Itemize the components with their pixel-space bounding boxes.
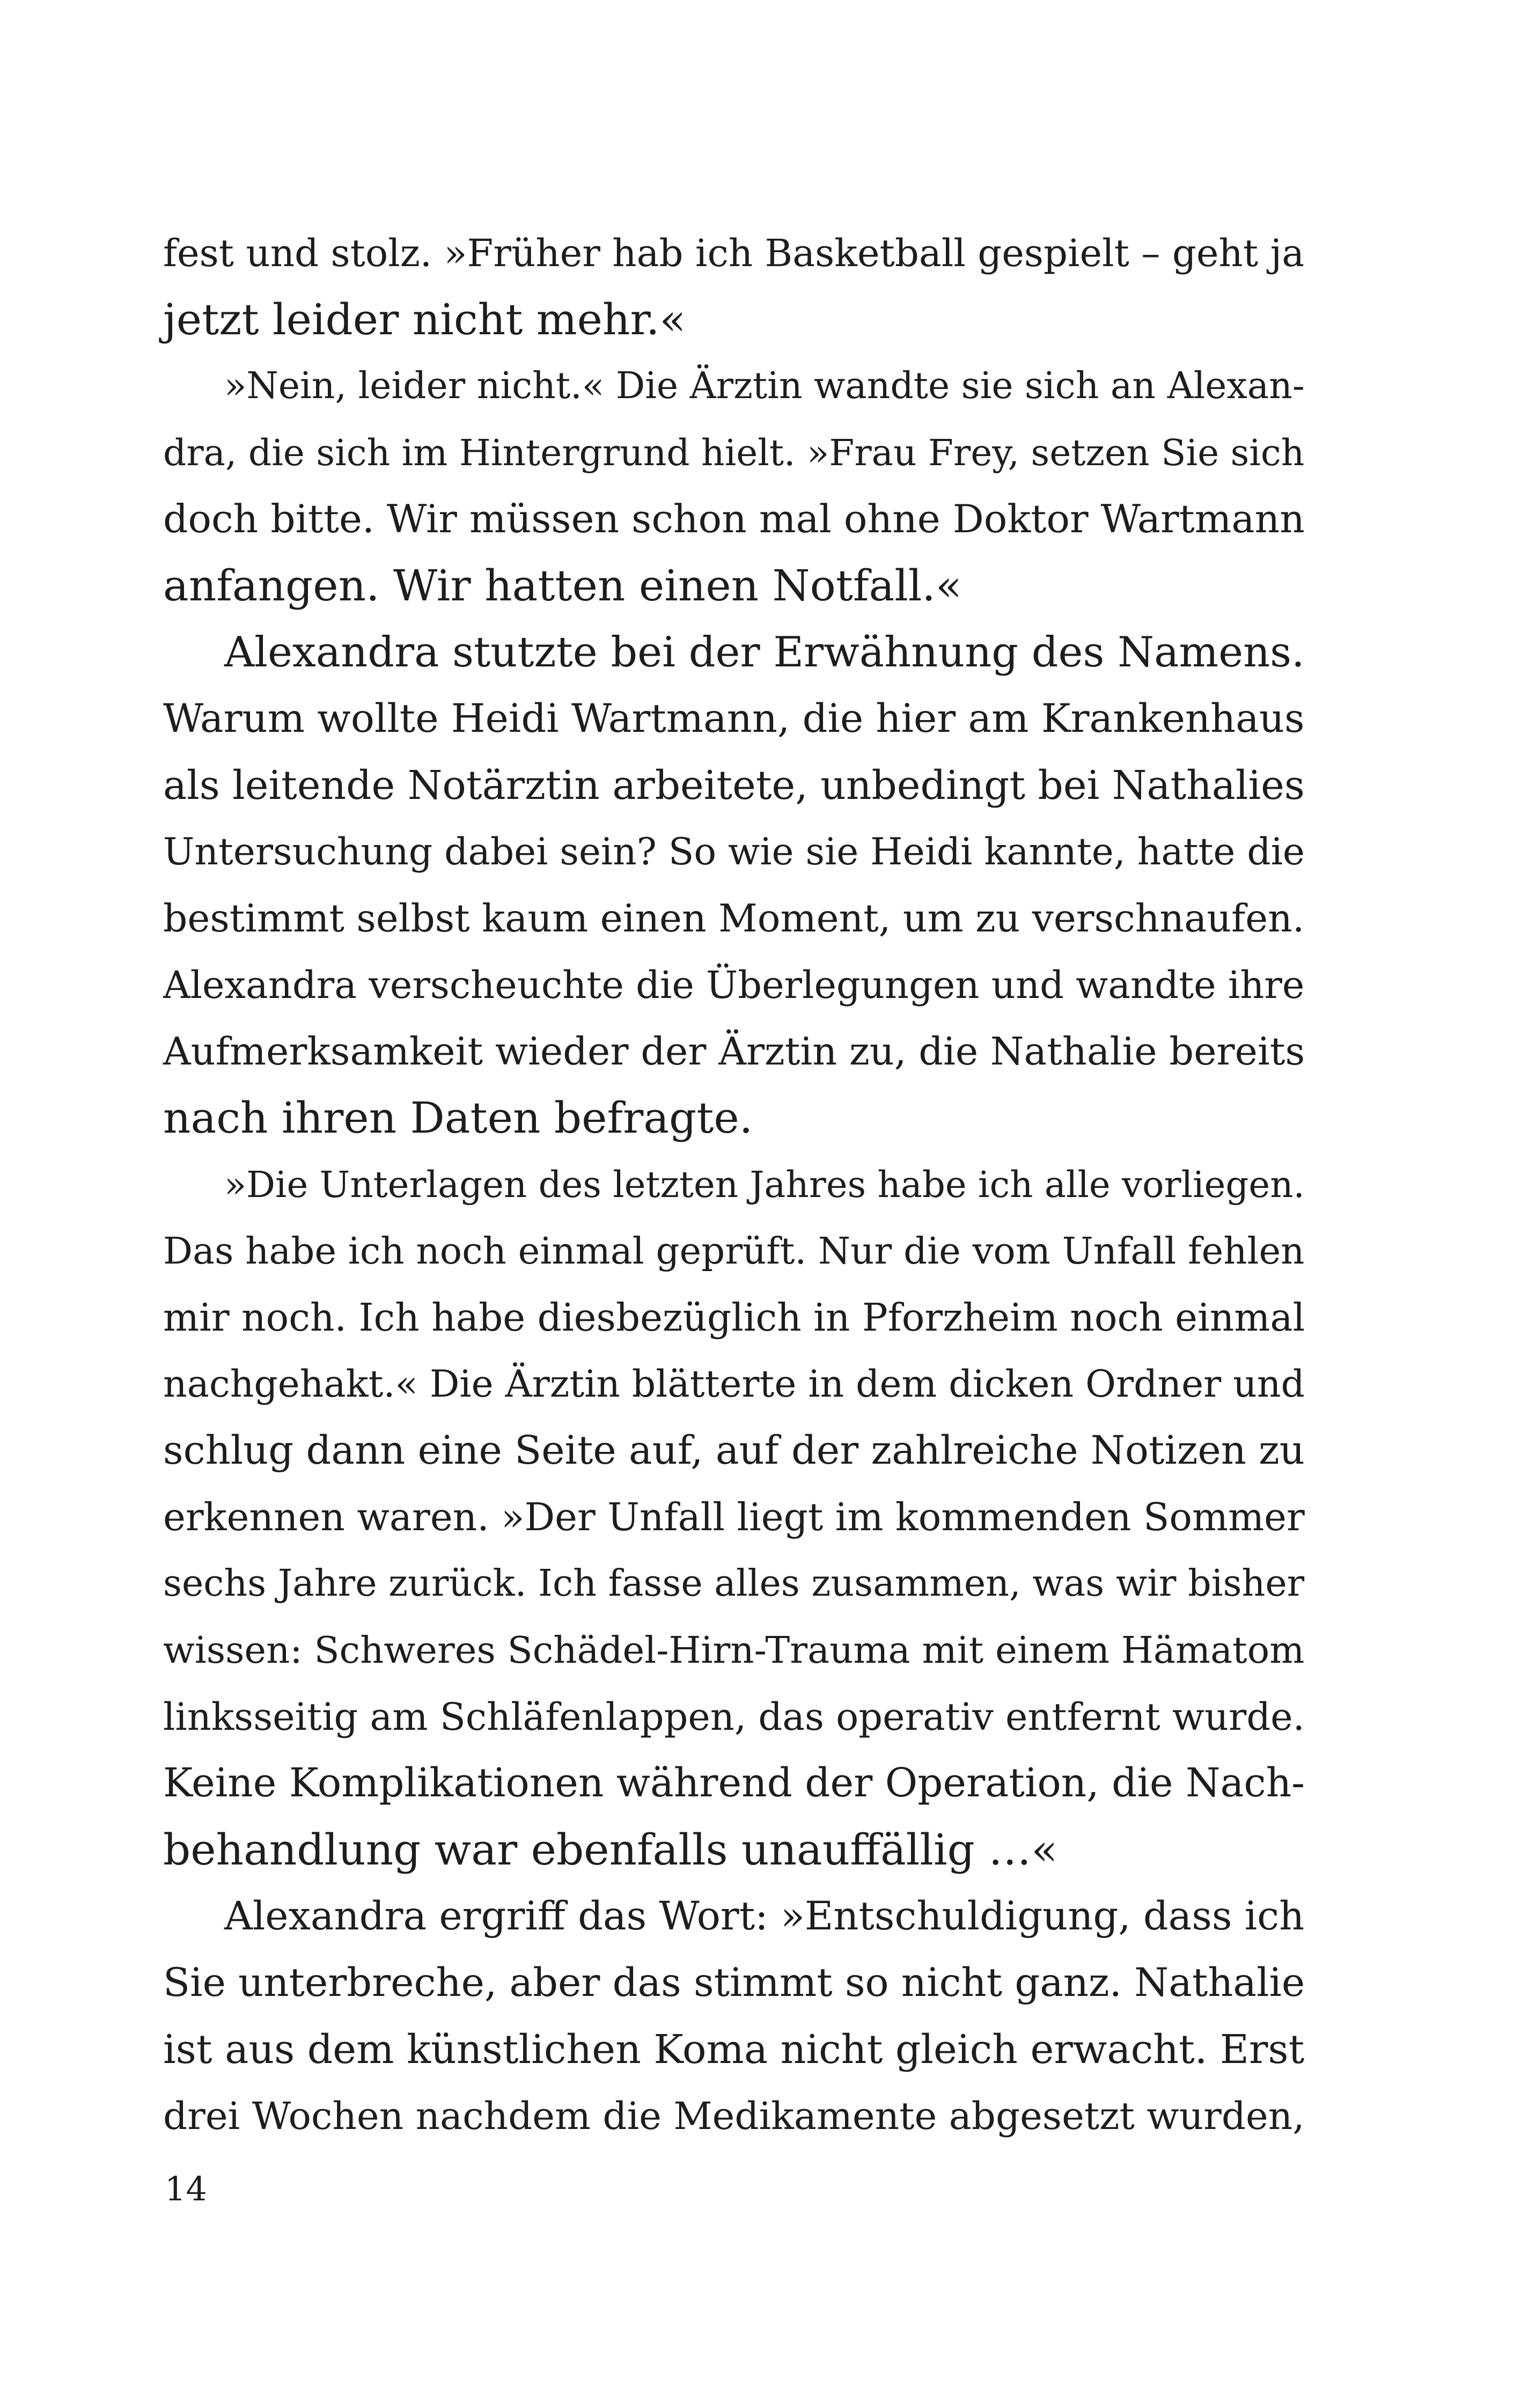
text-line: »Nein, leider nicht.« Die Ärztin wandte sie sich an Alexan- xyxy=(224,365,1305,407)
text-line: Alexandra verscheuchte die Überlegungen und wandte ihre xyxy=(163,963,1305,1007)
body-text xyxy=(163,220,1305,2149)
text-line: Aufmerksamkeit wieder der Ärztin zu, die Nathalie bereits xyxy=(163,1029,1305,1074)
page-number: 14 xyxy=(165,2169,207,2208)
text-line: Das habe ich noch einmal geprüft. Nur die vom Unfall fehlen xyxy=(163,1230,1305,1273)
text-line: schlug dann eine Seite auf, auf der zahlreiche Notizen zu xyxy=(163,1428,1305,1473)
text-line: sechs Jahre zurück. Ich fasse alles zusammen, was wir bisher xyxy=(163,1562,1305,1605)
text-line: fest und stolz. »Früher hab ich Basketball gespielt – geht ja xyxy=(163,231,1305,275)
text-line: mir noch. Ich habe diesbezüglich in Pforzheim noch einmal xyxy=(163,1295,1305,1340)
text-line: linksseitig am Schläfenlappen, das operativ entfernt wurde. xyxy=(163,1695,1305,1739)
text-line: als leitende Notärztin arbeitete, unbedingt bei Nathalies xyxy=(163,762,1305,809)
text-line: behandlung war ebenfalls unauffällig …« xyxy=(163,1825,1058,1875)
text-line: dra, die sich im Hintergrund hielt. »Frau Frey, setzen Sie sich xyxy=(163,431,1305,474)
text-line: nachgehakt.« Die Ärztin blätterte in dem dicken Ordner und xyxy=(163,1363,1305,1406)
text-line: nach ihren Daten befragte. xyxy=(163,1093,753,1143)
text-line: Sie unterbreche, aber das stimmt so nicht ganz. Nathalie xyxy=(163,1960,1305,2006)
text-line: wissen: Schweres Schädel-Hirn-Trauma mit einem Hämatom xyxy=(163,1629,1305,1672)
text-line: Alexandra stutzte bei der Erwähnung des Namens. xyxy=(224,628,1305,677)
text-line: ist aus dem künstlichen Koma nicht gleich erwacht. Erst xyxy=(163,2027,1305,2073)
text-line: anfangen. Wir hatten einen Notfall.« xyxy=(163,561,962,611)
text-line: jetzt leider nicht mehr.« xyxy=(163,295,686,344)
text-line: Warum wollte Heidi Wartmann, die hier am Krankenhaus xyxy=(163,696,1305,742)
text-line: bestimmt selbst kaum einen Moment, um zu verschnaufen. xyxy=(163,896,1305,941)
text-line: »Die Unterlagen des letzten Jahres habe ich alle vorliegen. xyxy=(224,1164,1305,1206)
text-line: Untersuchung dabei sein? So wie sie Heidi kannte, hatte die xyxy=(163,831,1305,873)
text-line: doch bitte. Wir müssen schon mal ohne Doktor Wartmann xyxy=(163,497,1305,542)
text-line: erkennen waren. »Der Unfall liegt im kommenden Sommer xyxy=(163,1495,1305,1539)
text-line: drei Wochen nachdem die Medikamente abgesetzt wurden, xyxy=(163,2094,1305,2138)
text-line: Alexandra ergriff das Wort: »Entschuldigung, dass ich xyxy=(224,1893,1305,1939)
text-line: Keine Komplikationen während der Operation, die Nach- xyxy=(163,1760,1305,1806)
